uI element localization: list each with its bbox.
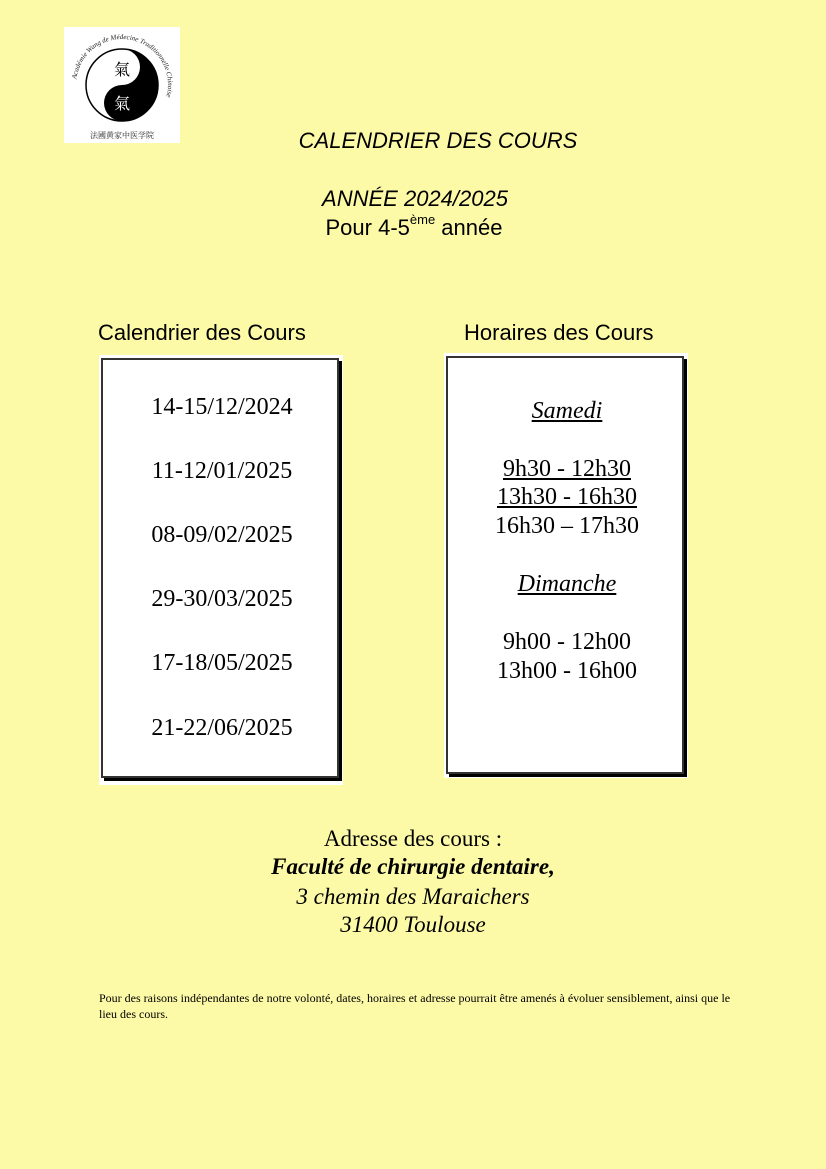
schedule-box bbox=[446, 356, 684, 774]
sunday-label: Dimanche bbox=[517, 571, 617, 597]
logo-char-bottom: 氣 bbox=[113, 94, 131, 113]
audience-suffix: année bbox=[435, 215, 503, 240]
saturday-slot: 13h30 - 16h30 bbox=[497, 484, 637, 510]
course-date: 17-18/05/2025 bbox=[151, 650, 293, 676]
course-date: 11-12/01/2025 bbox=[151, 458, 293, 484]
academy-logo bbox=[64, 27, 180, 143]
audience-superscript: ème bbox=[409, 212, 436, 227]
address-street: 3 chemin des Maraichers bbox=[296, 884, 530, 909]
course-date: 29-30/03/2025 bbox=[151, 586, 293, 612]
logo-ring-text: Académie Wang de Médecine Traditionnelle Chinoise bbox=[70, 32, 175, 99]
course-date: 14-15/12/2024 bbox=[151, 394, 293, 420]
disclaimer-note: Pour des raisons indépendantes de notre volonté, dates, horaires et adresse pourrait être amenés à évoluer sensiblement, ainsi que le lieu des cours. bbox=[99, 991, 731, 1021]
logo-char-top: 氣 bbox=[113, 60, 131, 79]
saturday-label: Samedi bbox=[531, 398, 603, 424]
saturday-slot: 16h30 – 17h30 bbox=[495, 513, 639, 539]
address-place: Faculté de chirurgie dentaire, bbox=[271, 854, 555, 879]
audience-line bbox=[0, 212, 826, 241]
schedule-heading: Horaires des Cours bbox=[464, 320, 654, 345]
sunday-slot: 13h00 - 16h00 bbox=[497, 658, 637, 684]
logo-chinese-footer: 法國黄家中医学院 bbox=[90, 131, 154, 140]
academic-year: ANNÉE 2024/2025 bbox=[322, 186, 508, 211]
yin-yang-qi-logo-icon bbox=[64, 27, 180, 143]
calendar-heading: Calendrier des Cours bbox=[98, 320, 306, 345]
page-title: CALENDRIER DES COURS bbox=[298, 128, 578, 153]
address-label: Adresse des cours : bbox=[323, 826, 503, 851]
address-city: 31400 Toulouse bbox=[340, 912, 486, 937]
saturday-slot: 9h30 - 12h30 bbox=[503, 456, 631, 482]
sunday-slot: 9h00 - 12h00 bbox=[503, 629, 631, 655]
audience-prefix: Pour 4-5 bbox=[325, 215, 410, 240]
calendar-box bbox=[101, 358, 339, 778]
course-date: 21-22/06/2025 bbox=[151, 715, 293, 741]
course-date: 08-09/02/2025 bbox=[151, 522, 293, 548]
